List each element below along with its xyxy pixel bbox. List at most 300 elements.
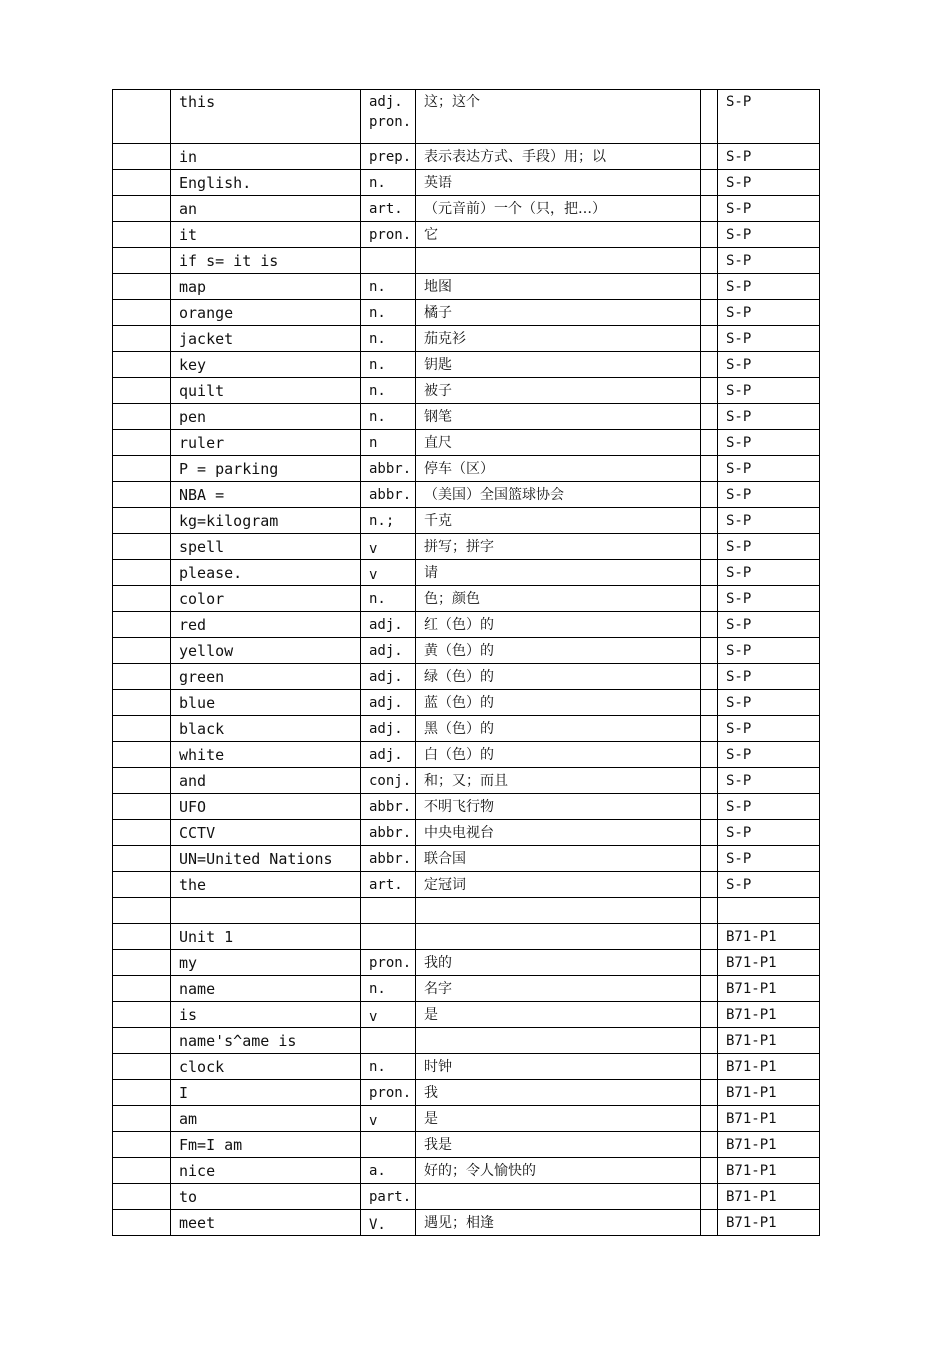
word-cell: yellow — [171, 638, 361, 664]
meaning-cell: （元音前）一个（只，把…） — [416, 196, 701, 222]
spacer-cell — [701, 586, 718, 612]
meaning-cell — [416, 1028, 701, 1054]
source-cell: S-P — [718, 404, 820, 430]
meaning-cell: 直尺 — [416, 430, 701, 456]
table-row — [113, 950, 820, 976]
meaning-cell: 它 — [416, 222, 701, 248]
part-of-speech-cell — [361, 248, 416, 274]
row-index-cell — [113, 1106, 171, 1132]
row-index-cell — [113, 950, 171, 976]
part-of-speech-cell — [361, 898, 416, 924]
meaning-cell: 钥匙 — [416, 352, 701, 378]
table-row — [113, 326, 820, 352]
word-cell: is — [171, 1002, 361, 1028]
table-row — [113, 612, 820, 638]
row-index-cell — [113, 742, 171, 768]
meaning-cell: 橘子 — [416, 300, 701, 326]
spacer-cell — [701, 768, 718, 794]
row-index-cell — [113, 534, 171, 560]
source-cell: S-P — [718, 144, 820, 170]
spacer-cell — [701, 326, 718, 352]
source-cell: B71-P1 — [718, 1158, 820, 1184]
part-of-speech-cell: abbr. — [361, 846, 416, 872]
spacer-cell — [701, 1054, 718, 1080]
part-of-speech-cell: adj. pron. — [361, 90, 416, 144]
source-cell: S-P — [718, 820, 820, 846]
source-cell: S-P — [718, 638, 820, 664]
meaning-cell: 停车（区） — [416, 456, 701, 482]
word-cell: name — [171, 976, 361, 1002]
spacer-cell — [701, 1080, 718, 1106]
table-row — [113, 300, 820, 326]
source-cell: S-P — [718, 872, 820, 898]
word-cell: CCTV — [171, 820, 361, 846]
spacer-cell — [701, 1132, 718, 1158]
spacer-cell — [701, 1028, 718, 1054]
word-cell: meet — [171, 1210, 361, 1236]
row-index-cell — [113, 690, 171, 716]
part-of-speech-cell: n. — [361, 378, 416, 404]
meaning-cell: 联合国 — [416, 846, 701, 872]
part-of-speech-cell: n. — [361, 586, 416, 612]
table-row — [113, 976, 820, 1002]
table-row — [113, 768, 820, 794]
row-index-cell — [113, 274, 171, 300]
meaning-cell: 千克 — [416, 508, 701, 534]
part-of-speech-cell: abbr. — [361, 482, 416, 508]
spacer-cell — [701, 898, 718, 924]
word-cell: to — [171, 1184, 361, 1210]
row-index-cell — [113, 326, 171, 352]
part-of-speech-cell: adj. — [361, 638, 416, 664]
spacer-cell — [701, 638, 718, 664]
word-cell: quilt — [171, 378, 361, 404]
spacer-cell — [701, 1184, 718, 1210]
row-index-cell — [113, 924, 171, 950]
meaning-cell: 茄克衫 — [416, 326, 701, 352]
spacer-cell — [701, 1158, 718, 1184]
source-cell: S-P — [718, 300, 820, 326]
meaning-cell: 这；这个 — [416, 90, 701, 144]
part-of-speech-cell: adj. — [361, 664, 416, 690]
table-row — [113, 456, 820, 482]
row-index-cell — [113, 300, 171, 326]
source-cell: S-P — [718, 768, 820, 794]
source-cell — [718, 898, 820, 924]
row-index-cell — [113, 768, 171, 794]
row-index-cell — [113, 872, 171, 898]
table-row — [113, 560, 820, 586]
meaning-cell: 中央电视台 — [416, 820, 701, 846]
source-cell: S-P — [718, 456, 820, 482]
spacer-cell — [701, 664, 718, 690]
spacer-cell — [701, 690, 718, 716]
source-cell: S-P — [718, 378, 820, 404]
row-index-cell — [113, 222, 171, 248]
meaning-cell: 我 — [416, 1080, 701, 1106]
part-of-speech-cell: adj. — [361, 742, 416, 768]
word-cell: Fm=I am — [171, 1132, 361, 1158]
table-row — [113, 586, 820, 612]
table-row — [113, 872, 820, 898]
spacer-cell — [701, 1002, 718, 1028]
word-cell: kg=kilogram — [171, 508, 361, 534]
word-cell: color — [171, 586, 361, 612]
table-row — [113, 378, 820, 404]
spacer-cell — [701, 716, 718, 742]
word-cell: am — [171, 1106, 361, 1132]
word-cell: red — [171, 612, 361, 638]
meaning-cell — [416, 898, 701, 924]
table-row — [113, 1002, 820, 1028]
source-cell: S-P — [718, 794, 820, 820]
word-cell: it — [171, 222, 361, 248]
meaning-cell: 时钟 — [416, 1054, 701, 1080]
source-cell: S-P — [718, 352, 820, 378]
part-of-speech-cell: pron. — [361, 950, 416, 976]
spacer-cell — [701, 482, 718, 508]
word-cell: jacket — [171, 326, 361, 352]
word-cell: black — [171, 716, 361, 742]
row-index-cell — [113, 1028, 171, 1054]
word-cell: orange — [171, 300, 361, 326]
spacer-cell — [701, 222, 718, 248]
part-of-speech-cell: a. — [361, 1158, 416, 1184]
source-cell: S-P — [718, 222, 820, 248]
word-cell: please. — [171, 560, 361, 586]
source-cell: S-P — [718, 90, 820, 144]
table-row — [113, 144, 820, 170]
table-row — [113, 1054, 820, 1080]
spacer-cell — [701, 90, 718, 144]
table-row — [113, 820, 820, 846]
meaning-cell: 地图 — [416, 274, 701, 300]
word-cell: spell — [171, 534, 361, 560]
row-index-cell — [113, 898, 171, 924]
source-cell: B71-P1 — [718, 1132, 820, 1158]
word-cell: UN=United Nations — [171, 846, 361, 872]
row-index-cell — [113, 456, 171, 482]
word-cell: and — [171, 768, 361, 794]
row-index-cell — [113, 586, 171, 612]
row-index-cell — [113, 794, 171, 820]
word-cell: an — [171, 196, 361, 222]
part-of-speech-cell: n.; — [361, 508, 416, 534]
source-cell: S-P — [718, 846, 820, 872]
spacer-cell — [701, 560, 718, 586]
meaning-cell: 绿（色）的 — [416, 664, 701, 690]
row-index-cell — [113, 716, 171, 742]
part-of-speech-cell: abbr. — [361, 456, 416, 482]
part-of-speech-cell: n. — [361, 326, 416, 352]
table-row — [113, 742, 820, 768]
part-of-speech-cell: pron. — [361, 222, 416, 248]
row-index-cell — [113, 1080, 171, 1106]
part-of-speech-cell: n. — [361, 170, 416, 196]
meaning-cell: 好的；令人愉快的 — [416, 1158, 701, 1184]
table-row — [113, 352, 820, 378]
source-cell: S-P — [718, 716, 820, 742]
source-cell: S-P — [718, 274, 820, 300]
table-row — [113, 222, 820, 248]
word-cell: this — [171, 90, 361, 144]
source-cell: S-P — [718, 326, 820, 352]
row-index-cell — [113, 1184, 171, 1210]
row-index-cell — [113, 430, 171, 456]
meaning-cell: 我的 — [416, 950, 701, 976]
spacer-cell — [701, 456, 718, 482]
part-of-speech-cell: art. — [361, 196, 416, 222]
meaning-cell: 钢笔 — [416, 404, 701, 430]
part-of-speech-cell: pron. — [361, 1080, 416, 1106]
part-of-speech-cell: abbr. — [361, 794, 416, 820]
spacer-cell — [701, 924, 718, 950]
source-cell: B71-P1 — [718, 1080, 820, 1106]
word-cell: the — [171, 872, 361, 898]
row-index-cell — [113, 90, 171, 144]
source-cell: S-P — [718, 742, 820, 768]
part-of-speech-cell: art. — [361, 872, 416, 898]
table-row — [113, 1158, 820, 1184]
spacer-cell — [701, 794, 718, 820]
meaning-cell: 是 — [416, 1002, 701, 1028]
table-row — [113, 534, 820, 560]
table-row — [113, 1080, 820, 1106]
source-cell: S-P — [718, 534, 820, 560]
meaning-cell: 名字 — [416, 976, 701, 1002]
spacer-cell — [701, 846, 718, 872]
spacer-cell — [701, 274, 718, 300]
word-cell: blue — [171, 690, 361, 716]
word-cell: if s= it is — [171, 248, 361, 274]
meaning-cell — [416, 1184, 701, 1210]
word-cell: I — [171, 1080, 361, 1106]
row-index-cell — [113, 248, 171, 274]
source-cell: S-P — [718, 612, 820, 638]
spacer-cell — [701, 612, 718, 638]
spacer-cell — [701, 430, 718, 456]
source-cell: S-P — [718, 586, 820, 612]
part-of-speech-cell: V. — [361, 1210, 416, 1236]
row-index-cell — [113, 1002, 171, 1028]
part-of-speech-cell: n. — [361, 274, 416, 300]
vocabulary-table-body — [113, 90, 820, 1236]
meaning-cell: 表示表达方式、手段）用；以 — [416, 144, 701, 170]
source-cell: B71-P1 — [718, 924, 820, 950]
row-index-cell — [113, 508, 171, 534]
row-index-cell — [113, 1132, 171, 1158]
row-index-cell — [113, 664, 171, 690]
part-of-speech-cell: conj. — [361, 768, 416, 794]
spacer-cell — [701, 872, 718, 898]
spacer-cell — [701, 378, 718, 404]
part-of-speech-cell: v — [361, 1002, 416, 1028]
word-cell: my — [171, 950, 361, 976]
table-row — [113, 716, 820, 742]
spacer-cell — [701, 248, 718, 274]
part-of-speech-cell: adj. — [361, 716, 416, 742]
table-row — [113, 846, 820, 872]
word-cell: in — [171, 144, 361, 170]
table-row — [113, 404, 820, 430]
row-index-cell — [113, 1054, 171, 1080]
row-index-cell — [113, 352, 171, 378]
table-row — [113, 638, 820, 664]
meaning-cell — [416, 248, 701, 274]
source-cell: S-P — [718, 170, 820, 196]
spacer-cell — [701, 1210, 718, 1236]
source-cell: S-P — [718, 690, 820, 716]
table-row — [113, 1132, 820, 1158]
part-of-speech-cell: part. — [361, 1184, 416, 1210]
meaning-cell: 红（色）的 — [416, 612, 701, 638]
source-cell: S-P — [718, 482, 820, 508]
table-row — [113, 1210, 820, 1236]
row-index-cell — [113, 846, 171, 872]
source-cell: S-P — [718, 560, 820, 586]
row-index-cell — [113, 1158, 171, 1184]
part-of-speech-cell: adj. — [361, 612, 416, 638]
meaning-cell: 遇见；相逢 — [416, 1210, 701, 1236]
source-cell: S-P — [718, 508, 820, 534]
vocabulary-table — [112, 89, 820, 1236]
part-of-speech-cell: v — [361, 534, 416, 560]
row-index-cell — [113, 482, 171, 508]
row-index-cell — [113, 378, 171, 404]
meaning-cell: 黑（色）的 — [416, 716, 701, 742]
meaning-cell: 拼写；拼字 — [416, 534, 701, 560]
source-cell: S-P — [718, 196, 820, 222]
table-row — [113, 90, 820, 144]
row-index-cell — [113, 820, 171, 846]
table-row — [113, 196, 820, 222]
part-of-speech-cell: n. — [361, 300, 416, 326]
meaning-cell: 白（色）的 — [416, 742, 701, 768]
word-cell: Unit 1 — [171, 924, 361, 950]
meaning-cell: 黄（色）的 — [416, 638, 701, 664]
meaning-cell — [416, 924, 701, 950]
word-cell: green — [171, 664, 361, 690]
table-row — [113, 1184, 820, 1210]
spacer-cell — [701, 508, 718, 534]
spacer-cell — [701, 976, 718, 1002]
part-of-speech-cell: n. — [361, 1054, 416, 1080]
table-row — [113, 690, 820, 716]
spacer-cell — [701, 170, 718, 196]
row-index-cell — [113, 560, 171, 586]
source-cell: B71-P1 — [718, 1210, 820, 1236]
table-row — [113, 248, 820, 274]
meaning-cell: （美国）全国篮球协会 — [416, 482, 701, 508]
part-of-speech-cell: v — [361, 560, 416, 586]
table-row — [113, 1106, 820, 1132]
word-cell: pen — [171, 404, 361, 430]
word-cell: name's^ame is — [171, 1028, 361, 1054]
source-cell: B71-P1 — [718, 1184, 820, 1210]
table-row — [113, 430, 820, 456]
source-cell: B71-P1 — [718, 950, 820, 976]
meaning-cell: 我是 — [416, 1132, 701, 1158]
meaning-cell: 英语 — [416, 170, 701, 196]
part-of-speech-cell: adj. — [361, 690, 416, 716]
word-cell: clock — [171, 1054, 361, 1080]
meaning-cell: 定冠词 — [416, 872, 701, 898]
word-cell: map — [171, 274, 361, 300]
meaning-cell: 被子 — [416, 378, 701, 404]
spacer-cell — [701, 404, 718, 430]
table-row — [113, 1028, 820, 1054]
row-index-cell — [113, 612, 171, 638]
word-cell: NBA = — [171, 482, 361, 508]
row-index-cell — [113, 170, 171, 196]
meaning-cell: 不明飞行物 — [416, 794, 701, 820]
spacer-cell — [701, 1106, 718, 1132]
meaning-cell: 蓝（色）的 — [416, 690, 701, 716]
spacer-cell — [701, 352, 718, 378]
meaning-cell: 是 — [416, 1106, 701, 1132]
table-row — [113, 664, 820, 690]
source-cell: B71-P1 — [718, 1054, 820, 1080]
table-row — [113, 898, 820, 924]
row-index-cell — [113, 404, 171, 430]
table-row — [113, 482, 820, 508]
part-of-speech-cell — [361, 924, 416, 950]
meaning-cell: 请 — [416, 560, 701, 586]
source-cell: B71-P1 — [718, 1002, 820, 1028]
word-cell: ruler — [171, 430, 361, 456]
row-index-cell — [113, 638, 171, 664]
source-cell: S-P — [718, 248, 820, 274]
word-cell: key — [171, 352, 361, 378]
source-cell: S-P — [718, 430, 820, 456]
table-row — [113, 274, 820, 300]
source-cell: B71-P1 — [718, 1028, 820, 1054]
spacer-cell — [701, 196, 718, 222]
meaning-cell: 色；颜色 — [416, 586, 701, 612]
word-cell: English. — [171, 170, 361, 196]
part-of-speech-cell: abbr. — [361, 820, 416, 846]
part-of-speech-cell: n — [361, 430, 416, 456]
row-index-cell — [113, 1210, 171, 1236]
source-cell: B71-P1 — [718, 976, 820, 1002]
row-index-cell — [113, 144, 171, 170]
spacer-cell — [701, 950, 718, 976]
table-row — [113, 794, 820, 820]
word-cell: nice — [171, 1158, 361, 1184]
source-cell: B71-P1 — [718, 1106, 820, 1132]
word-cell: P = parking — [171, 456, 361, 482]
source-cell: S-P — [718, 664, 820, 690]
row-index-cell — [113, 196, 171, 222]
word-cell — [171, 898, 361, 924]
word-cell: UFO — [171, 794, 361, 820]
part-of-speech-cell — [361, 1028, 416, 1054]
part-of-speech-cell — [361, 1132, 416, 1158]
spacer-cell — [701, 300, 718, 326]
table-row — [113, 508, 820, 534]
word-cell: white — [171, 742, 361, 768]
spacer-cell — [701, 144, 718, 170]
part-of-speech-cell: n. — [361, 352, 416, 378]
table-row — [113, 170, 820, 196]
part-of-speech-cell: n. — [361, 404, 416, 430]
part-of-speech-cell: v — [361, 1106, 416, 1132]
row-index-cell — [113, 976, 171, 1002]
part-of-speech-cell: prep. — [361, 144, 416, 170]
table-row — [113, 924, 820, 950]
spacer-cell — [701, 534, 718, 560]
part-of-speech-cell: n. — [361, 976, 416, 1002]
